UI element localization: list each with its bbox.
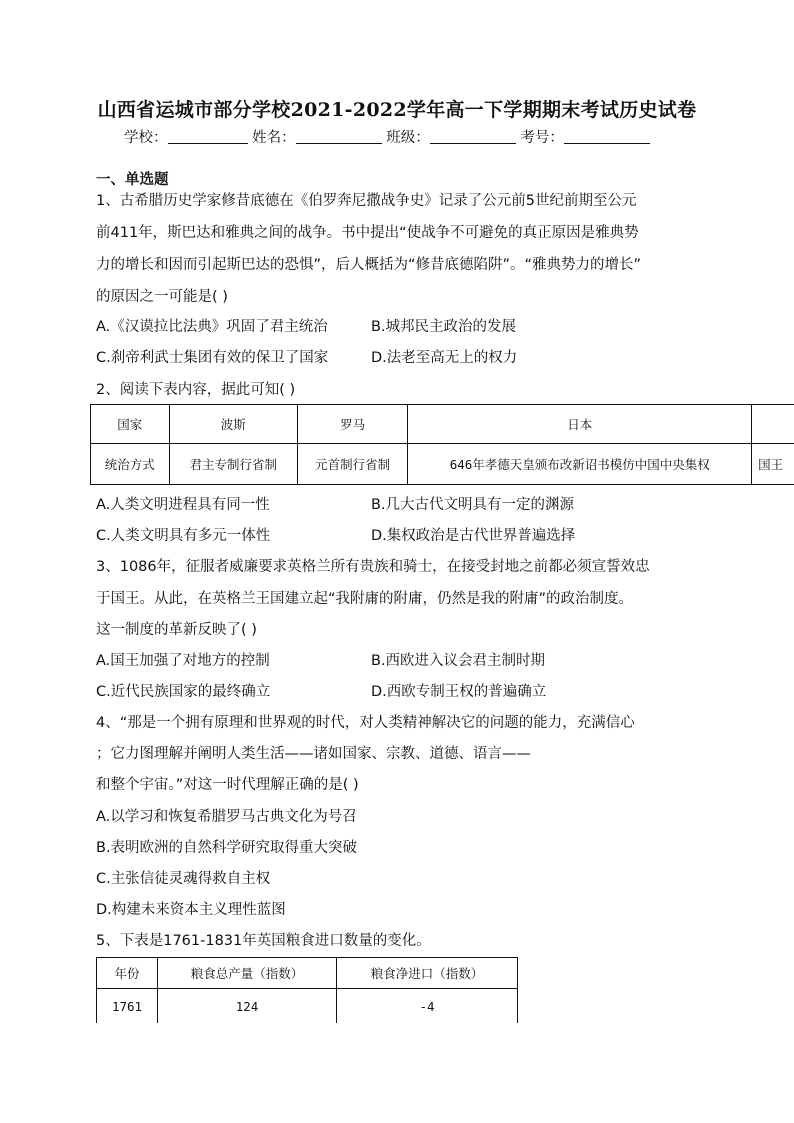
number-label: 考号： — [520, 130, 564, 146]
table-cell: 波斯 — [169, 405, 297, 444]
table-cell: 国王 — [752, 444, 794, 485]
table-cell: 君主专制行省制 — [169, 444, 297, 485]
table-cell: -4 — [337, 989, 518, 1024]
q4-option-c[interactable]: C.主张信徒灵魂得救自主权 — [96, 871, 271, 887]
table-cell: 124 — [158, 989, 337, 1024]
table-cell: 日本 — [408, 405, 752, 444]
q4-line: ；它力图理解并阐明人类生活——诸如国家、宗教、道德、语言—— — [96, 746, 531, 762]
q1-option-d[interactable]: D.法老至高无上的权力 — [371, 350, 518, 366]
q1-line: 前411年，斯巴达和雅典之间的战争。书中提出“使战争不可避免的真正原因是雅典势 — [96, 225, 639, 241]
q3-option-b[interactable]: B.西欧进入议会君主制时期 — [371, 653, 546, 669]
table-cell: 粮食净进口（指数） — [337, 958, 518, 989]
table-cell: 罗马 — [297, 405, 407, 444]
q4-option-d[interactable]: D.构建未来资本主义理性蓝图 — [96, 902, 286, 918]
student-info-line — [124, 126, 650, 147]
q2-option-a[interactable]: A.人类文明进程具有同一性 — [96, 497, 270, 513]
table-header-row — [97, 958, 518, 989]
q2-option-b[interactable]: B.几大古代文明具有一定的渊源 — [371, 497, 575, 513]
table-cell: 统治方式 — [91, 444, 170, 485]
table-cell: 646年孝德天皇颁布改新诏书模仿中国中央集权 — [408, 444, 752, 485]
q3-option-d[interactable]: D.西欧专制王权的普遍确立 — [371, 684, 547, 700]
table-cell — [752, 405, 794, 444]
q2-table — [90, 404, 794, 485]
table-row — [91, 444, 794, 485]
q1-option-b[interactable]: B.城邦民主政治的发展 — [371, 319, 517, 335]
exam-title: 山西省运城市部分学校2021-2022学年高一下学期期末考试历史试卷 — [97, 99, 697, 121]
q4-line: 4、“那是一个拥有原理和世界观的时代，对人类精神解决它的问题的能力，充满信心 — [96, 715, 635, 731]
q2-stem: 2、阅读下表内容，据此可知( ) — [96, 382, 296, 398]
q1-line: 的原因之一可能是( ) — [96, 289, 228, 305]
class-blank[interactable] — [430, 129, 516, 144]
school-label: 学校： — [124, 130, 168, 146]
class-label: 班级： — [386, 130, 430, 146]
section-heading: 一、单选题 — [96, 172, 169, 188]
q5-table — [96, 957, 518, 1023]
table-cell: 元首制行省制 — [297, 444, 407, 485]
table-cell: 国家 — [91, 405, 170, 444]
number-blank[interactable] — [564, 129, 650, 144]
q1-option-a[interactable]: A.《汉谟拉比法典》巩固了君主统治 — [96, 319, 328, 335]
q3-option-a[interactable]: A.国王加强了对地方的控制 — [96, 653, 270, 669]
name-label: 姓名： — [252, 130, 296, 146]
school-blank[interactable] — [168, 129, 248, 144]
q3-line: 这一制度的革新反映了( ) — [96, 622, 257, 638]
q4-line: 和整个宇宙。”对这一时代理解正确的是( ) — [96, 777, 359, 793]
q2-option-d[interactable]: D.集权政治是古代世界普遍选择 — [371, 528, 576, 544]
q4-option-b[interactable]: B.表明欧洲的自然科学研究取得重大突破 — [96, 840, 358, 856]
q2-option-c[interactable]: C.人类文明具有多元一体性 — [96, 528, 271, 544]
table-cell: 粮食总产量（指数） — [158, 958, 337, 989]
table-cell: 1761 — [97, 989, 158, 1024]
q3-line: 于国王。从此，在英格兰王国建立起“我附庸的附庸，仍然是我的附庸”的政治制度。 — [96, 591, 634, 607]
q5-stem: 5、下表是1761-1831年英国粮食进口数量的变化。 — [96, 933, 431, 949]
q3-line: 3、1086年，征服者威廉要求英格兰所有贵族和骑士，在接受封地之前都必须宣誓效忠 — [96, 559, 650, 575]
name-blank[interactable] — [296, 129, 382, 144]
q1-line: 1、古希腊历史学家修昔底德在《伯罗奔尼撒战争史》记录了公元前5世纪前期至公元 — [96, 193, 637, 209]
table-header-row — [91, 405, 794, 444]
q1-option-c[interactable]: C.刹帝利武士集团有效的保卫了国家 — [96, 350, 329, 366]
q1-line: 力的增长和因而引起斯巴达的恐惧”，后人概括为“修昔底德陷阱”。“雅典势力的增长” — [96, 257, 642, 273]
q3-option-c[interactable]: C.近代民族国家的最终确立 — [96, 684, 271, 700]
table-cell: 年份 — [97, 958, 158, 989]
q4-option-a[interactable]: A.以学习和恢复希腊罗马古典文化为号召 — [96, 809, 357, 825]
table-row — [97, 989, 518, 1024]
